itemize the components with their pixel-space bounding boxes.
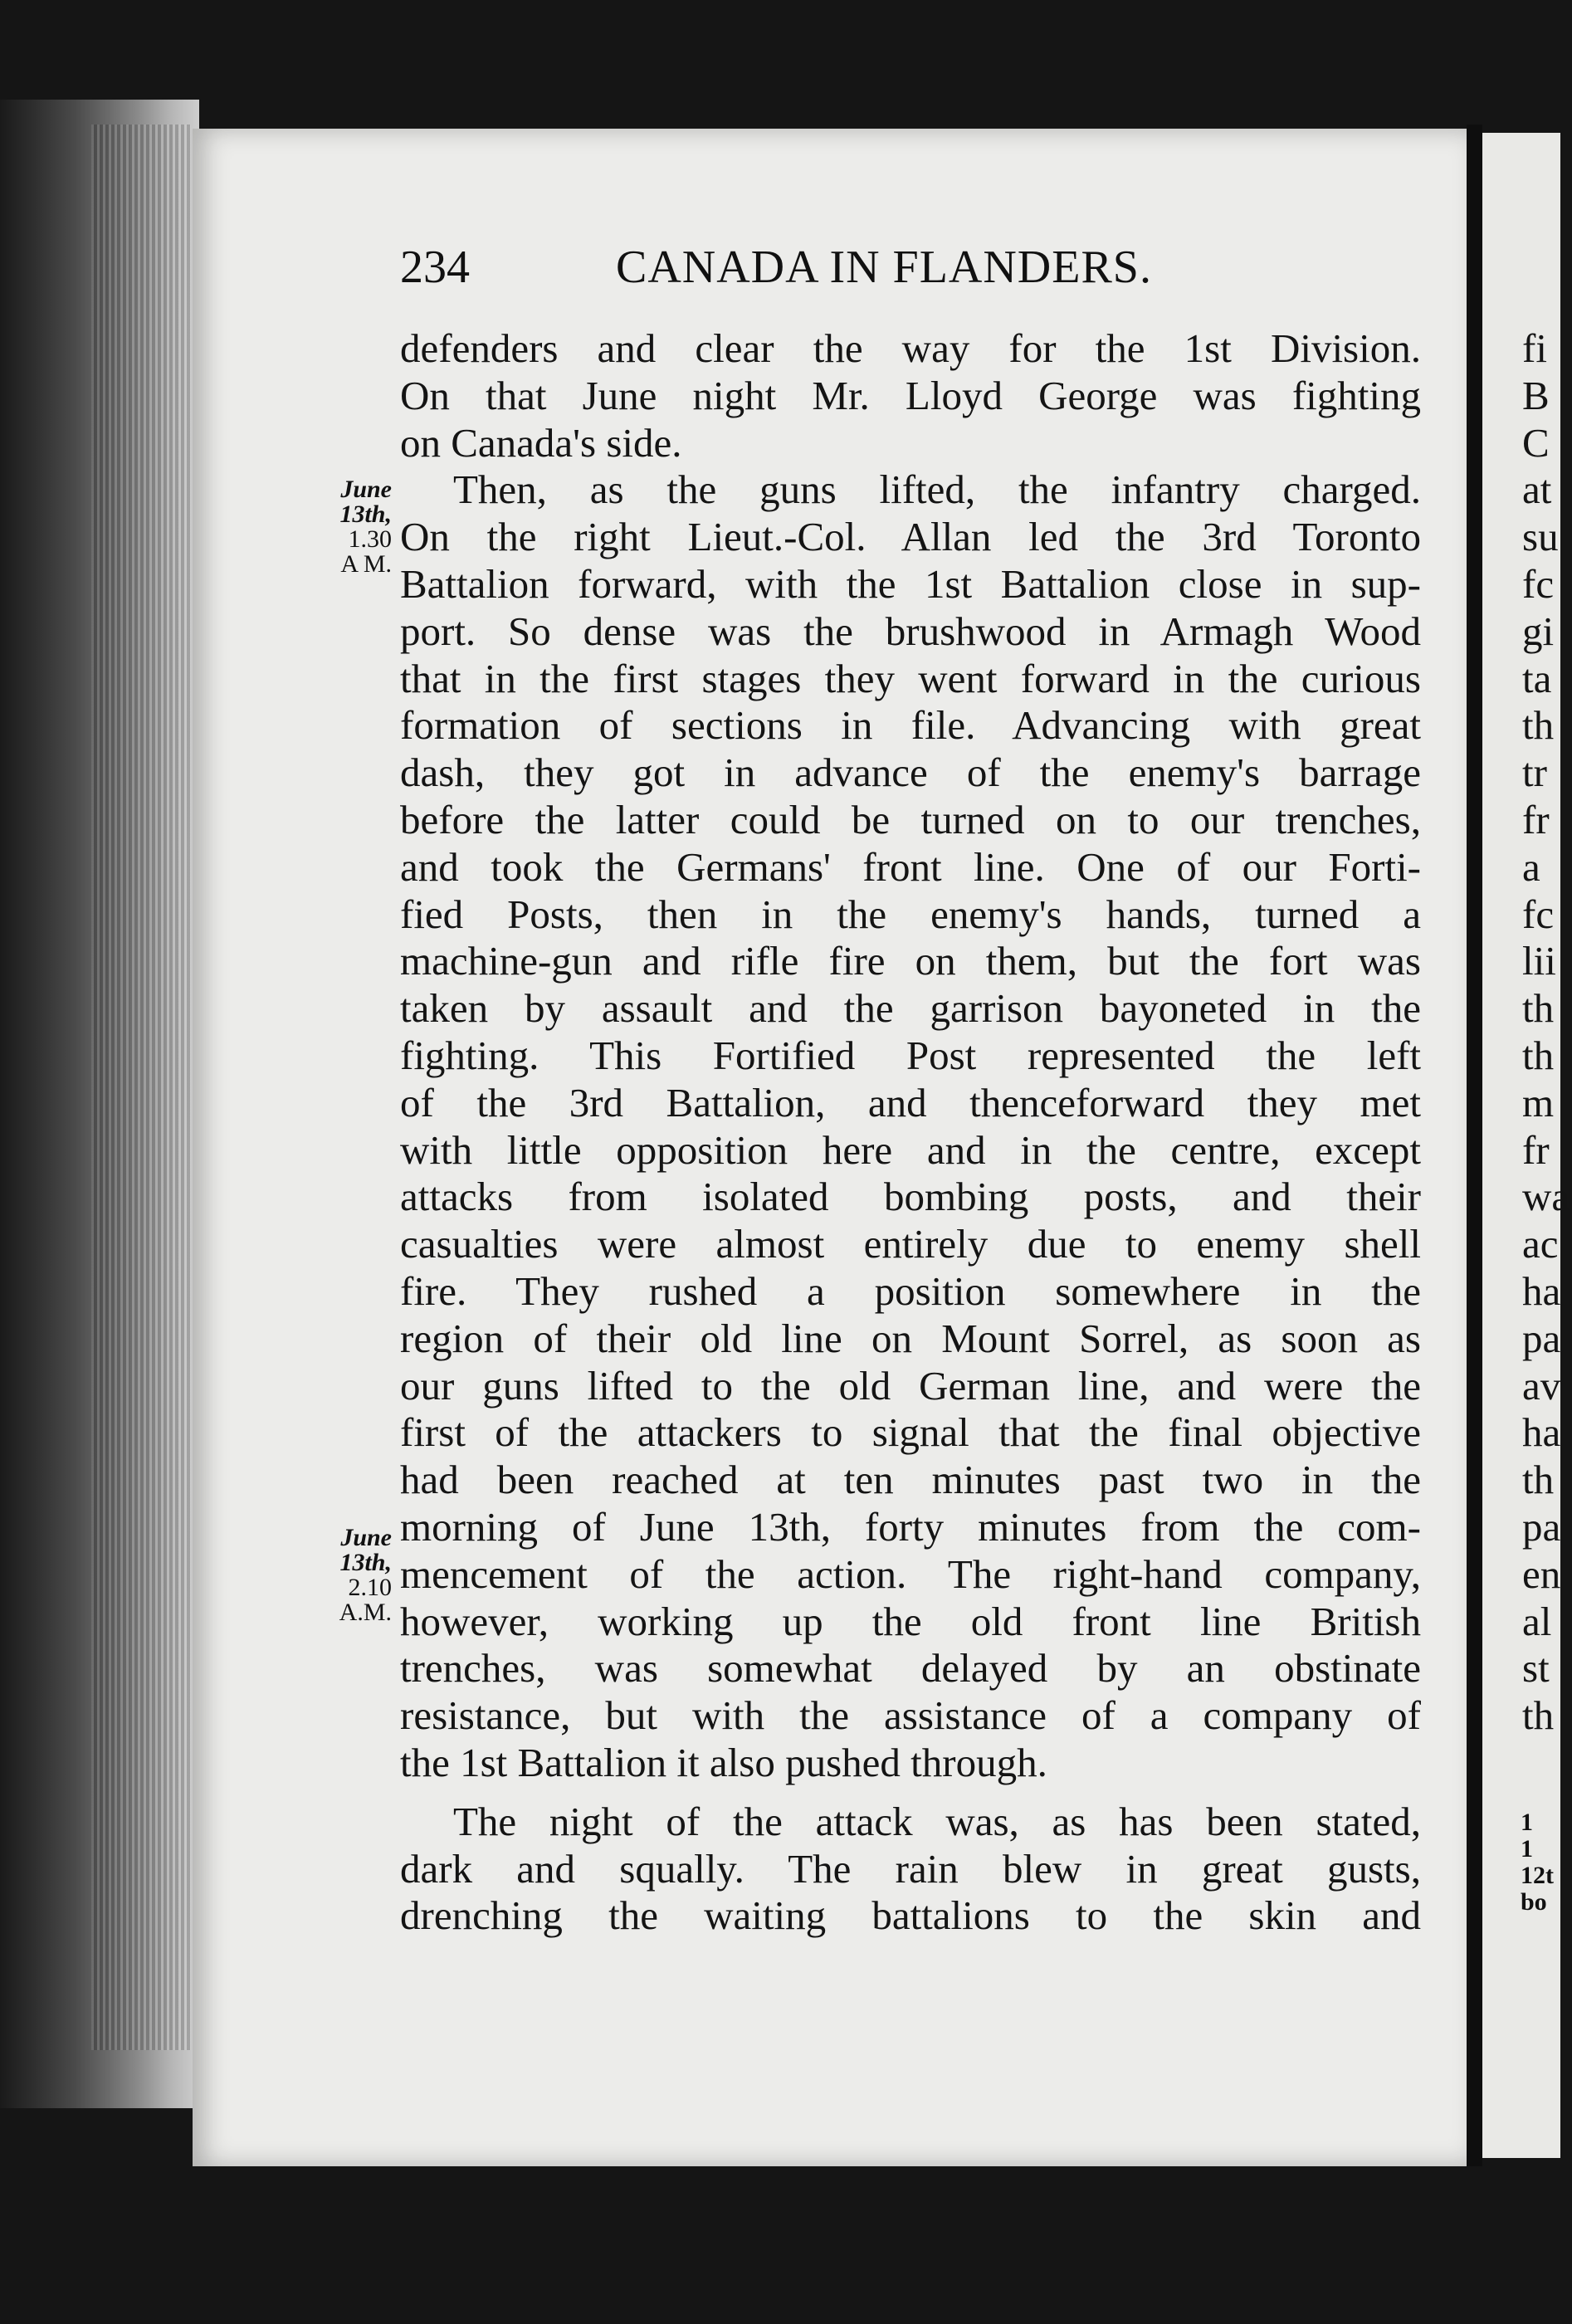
facing-fragment: a xyxy=(1522,843,1540,890)
text-line: fire. They rushed a position somewhere in the xyxy=(400,1267,1421,1314)
text-line: Then, as the guns lifted, the infantry charged. xyxy=(453,466,1421,513)
facing-fragment: th xyxy=(1522,1692,1555,1739)
text-line: fied Posts, then in the enemy's hands, turned a xyxy=(400,891,1421,937)
facing-fragment: wa xyxy=(1522,1174,1570,1220)
text-line: dash, they got in advance of the enemy's barrage xyxy=(400,749,1421,796)
text-line: the 1st Battalion it also pushed through. xyxy=(400,1739,1047,1785)
body-text xyxy=(400,325,1421,1940)
text-line: that in the first stages they went forward in the curious xyxy=(400,655,1421,701)
text-line: casualties were almost entirely due to enemy shell xyxy=(400,1221,1421,1267)
facing-fragment: ha xyxy=(1522,1267,1561,1314)
margin-note-ampm: A M. xyxy=(340,550,392,578)
facing-fragment: ta xyxy=(1522,655,1552,701)
page-edges xyxy=(91,124,191,2050)
page-gutter xyxy=(1467,124,1482,2166)
text-line: region of their old line on Mount Sorrel, as soon as xyxy=(400,1315,1421,1361)
text-line: taken by assault and the garrison bayoneted in the xyxy=(400,985,1421,1032)
text-line: Battalion forward, with the 1st Battalion close in sup- xyxy=(400,560,1421,607)
text-line: mencement of the action. The right-hand company, xyxy=(400,1550,1421,1597)
text-line: trenches, was somewhat delayed by an obstinate xyxy=(400,1645,1421,1692)
text-line: The night of the attack was, as has been stated, xyxy=(453,1798,1421,1844)
margin-note-time: 2.10 xyxy=(348,1574,392,1601)
margin-note-ampm: A.M. xyxy=(339,1599,392,1626)
text-line: fighting. This Fortified Post represented the left xyxy=(400,1032,1421,1078)
margin-note-1 xyxy=(300,477,392,577)
text-line: had been reached at ten minutes past two in the xyxy=(400,1457,1421,1503)
margin-note-2 xyxy=(300,1526,392,1625)
margin-note-day: 13th, xyxy=(339,1549,392,1576)
text-line: attacks from isolated bombing posts, and their xyxy=(400,1174,1421,1220)
facing-fragment: ha xyxy=(1522,1409,1561,1456)
facing-note: 1 xyxy=(1521,1835,1533,1863)
facing-fragment: fc xyxy=(1522,560,1555,607)
text-line: our guns lifted to the old German line, and were the xyxy=(400,1362,1421,1409)
margin-note-day: 13th, xyxy=(339,500,392,528)
text-line: dark and squally. The rain blew in great gusts, xyxy=(400,1845,1421,1892)
running-head xyxy=(400,241,1421,307)
text-line: morning of June 13th, forty minutes from the com- xyxy=(400,1503,1421,1550)
facing-fragment: th xyxy=(1522,1457,1555,1503)
facing-fragment: C xyxy=(1522,419,1550,466)
margin-note-date: June xyxy=(340,1524,392,1551)
facing-fragment: fr xyxy=(1522,796,1550,842)
facing-note: 1 xyxy=(1521,1809,1533,1836)
facing-fragment: th xyxy=(1522,985,1555,1032)
facing-fragment: fr xyxy=(1522,1126,1550,1173)
facing-fragment: m xyxy=(1522,1079,1555,1125)
text-line: first of the attackers to signal that the final objective xyxy=(400,1409,1421,1456)
facing-fragment: lii xyxy=(1522,938,1556,984)
facing-page-text xyxy=(1522,325,1572,1740)
facing-note: 12t xyxy=(1521,1862,1554,1889)
facing-fragment: su xyxy=(1522,514,1559,560)
facing-fragment: B xyxy=(1522,372,1550,418)
text-line: resistance, but with the assistance of a company of xyxy=(400,1692,1421,1739)
page-number: 234 xyxy=(400,242,470,293)
facing-fragment: tr xyxy=(1522,749,1547,796)
text-line: defenders and clear the way for the 1st Division. xyxy=(400,325,1421,371)
text-line: before the latter could be turned on to our trenches, xyxy=(400,796,1421,842)
text-line: formation of sections in file. Advancing with great xyxy=(400,702,1421,749)
margin-note-date: June xyxy=(340,476,392,503)
facing-fragment: th xyxy=(1522,702,1555,749)
text-line: On that June night Mr. Lloyd George was fighting xyxy=(400,372,1421,418)
facing-page-notes xyxy=(1521,1809,1570,1916)
facing-fragment: av xyxy=(1522,1362,1561,1409)
text-line: with little opposition here and in the centre, except xyxy=(400,1126,1421,1173)
margin-note-time: 1.30 xyxy=(348,525,392,553)
book-title-header: CANADA IN FLANDERS. xyxy=(616,242,1152,293)
text-line: on Canada's side. xyxy=(400,419,682,466)
facing-fragment: at xyxy=(1522,466,1552,513)
text-line: however, working up the old front line British xyxy=(400,1598,1421,1644)
facing-fragment: pa xyxy=(1522,1315,1561,1361)
facing-fragment: pa xyxy=(1522,1503,1561,1550)
facing-fragment: ac xyxy=(1522,1221,1559,1267)
text-line: drenching the waiting battalions to the skin and xyxy=(400,1892,1421,1939)
text-line: On the right Lieut.-Col. Allan led the 3rd Toronto xyxy=(400,514,1421,560)
facing-fragment: al xyxy=(1522,1598,1552,1644)
facing-fragment: gi xyxy=(1522,608,1555,654)
text-line: port. So dense was the brushwood in Armagh Wood xyxy=(400,608,1421,654)
text-line: of the 3rd Battalion, and thenceforward they met xyxy=(400,1079,1421,1125)
facing-fragment: en xyxy=(1522,1550,1561,1597)
facing-note: bo xyxy=(1521,1888,1547,1916)
text-line: and took the Germans' front line. One of our Forti- xyxy=(400,843,1421,890)
facing-fragment: th xyxy=(1522,1032,1555,1078)
facing-fragment: fc xyxy=(1522,891,1555,937)
text-line: machine-gun and rifle fire on them, but the fort was xyxy=(400,938,1421,984)
facing-fragment: st xyxy=(1522,1645,1550,1692)
facing-fragment: fi xyxy=(1522,325,1547,371)
